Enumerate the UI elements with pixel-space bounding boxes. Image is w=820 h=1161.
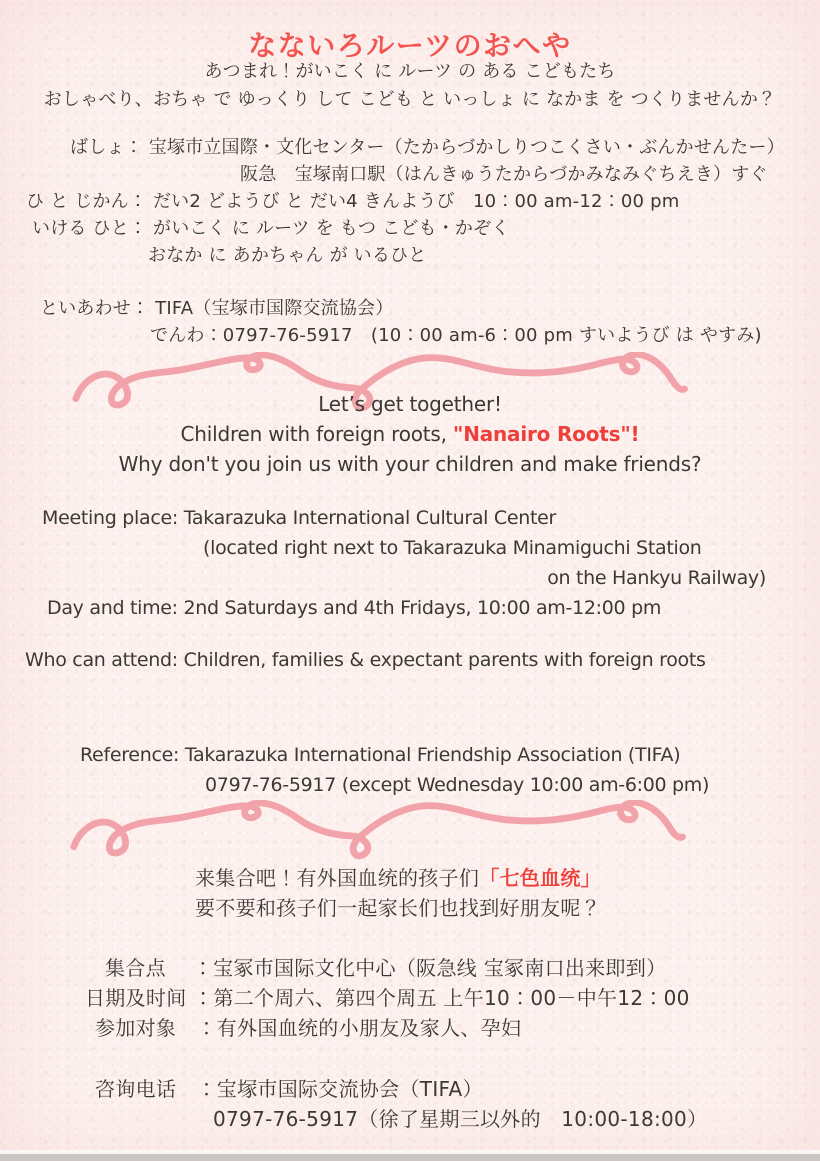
cn-intro-1: [195, 866, 601, 891]
cn-attend-line: 参加对象 ：有外国血统的小朋友及家人、孕妇: [95, 1016, 522, 1040]
en-attend-line: Who can attend: Children, families & expectant parents with foreign roots: [25, 649, 706, 671]
cn-intro-1-highlight: 「七色血统」: [479, 866, 602, 890]
en-reference-line-1: Reference: Takarazuka International Friendship Association (TIFA): [80, 744, 681, 766]
cn-intro-2: 要不要和孩子们一起家长们也找到好朋友呢？: [195, 896, 601, 920]
cn-datetime-line: 日期及时间 ：第二个周六、第四个周五 上午10：00－中午12：00: [85, 986, 690, 1010]
en-intro-2-highlight: "Nanairo Roots"!: [452, 422, 640, 446]
cn-intro-1-prefix: 来集合吧！有外国血统的孩子们: [195, 866, 480, 890]
page-bottom-edge: [0, 1150, 820, 1161]
jp-who-line-1: いける ひと： がいこく に ルーツ を もつ こども・かぞく: [32, 218, 510, 239]
jp-who-line-2: おなか に あかちゃん が いるひと: [148, 245, 427, 266]
en-intro-2: [0, 422, 820, 447]
page-title: なないろルーツのおへや: [248, 29, 572, 62]
jp-place-line-1: ばしょ： 宝塚市立国際・文化センター（たからづかしりつこくさい・ぶんかせんたー）: [70, 137, 785, 158]
jp-contact-line-1: といあわせ： TIFA（宝塚市国際交流協会）: [40, 298, 394, 319]
jp-datetime-line: ひ と じかん： だい2 どようび と だい4 きんようび 10：00 am-12：00 pm: [26, 191, 680, 212]
en-meeting-line-3: on the Hankyu Railway): [547, 567, 766, 589]
en-daytime-line: Day and time: 2nd Saturdays and 4th Fridays, 10:00 am-12:00 pm: [47, 597, 662, 619]
jp-subtitle-1: あつまれ！がいこく に ルーツ の ある こどもたち: [204, 61, 616, 82]
cn-place-line: 集合点 ：宝冢市国际文化中心（阪急线 宝冢南口出来即到）: [105, 956, 667, 980]
jp-subtitle-2: おしゃべり、おちゃ で ゆっくり して こども と いっしょ に なかま を つくりませんか？: [43, 89, 777, 110]
en-intro-1: Let’s get together!: [318, 392, 502, 416]
cn-contact-line-1: 咨询电话 ：宝塚市国际交流协会（TIFA）: [95, 1077, 483, 1101]
en-intro-3: Why don't you join us with your children and make friends?: [118, 452, 702, 476]
cn-contact-line-2: 0797-76-5917（徐了星期三以外的 10:00-18:00）: [213, 1107, 708, 1131]
squiggle-divider-icon: [68, 800, 698, 870]
jp-place-line-2: 阪急 宝塚南口駅（はんきゅうたからづかみなみぐちえき）すぐ: [240, 164, 768, 185]
en-reference-line-2: 0797-76-5917 (except Wednesday 10:00 am-6:00 pm): [205, 774, 710, 796]
en-meeting-line-1: Meeting place: Takarazuka International Cultural Center: [42, 507, 557, 529]
jp-contact-line-2: でんわ：0797-76-5917 (10：00 am-6：00 pm すいようび は やすみ): [150, 325, 762, 346]
en-intro-2-prefix: Children with foreign roots,: [180, 422, 453, 446]
en-meeting-line-2: (located right next to Takarazuka Minamiguchi Station: [203, 537, 702, 559]
